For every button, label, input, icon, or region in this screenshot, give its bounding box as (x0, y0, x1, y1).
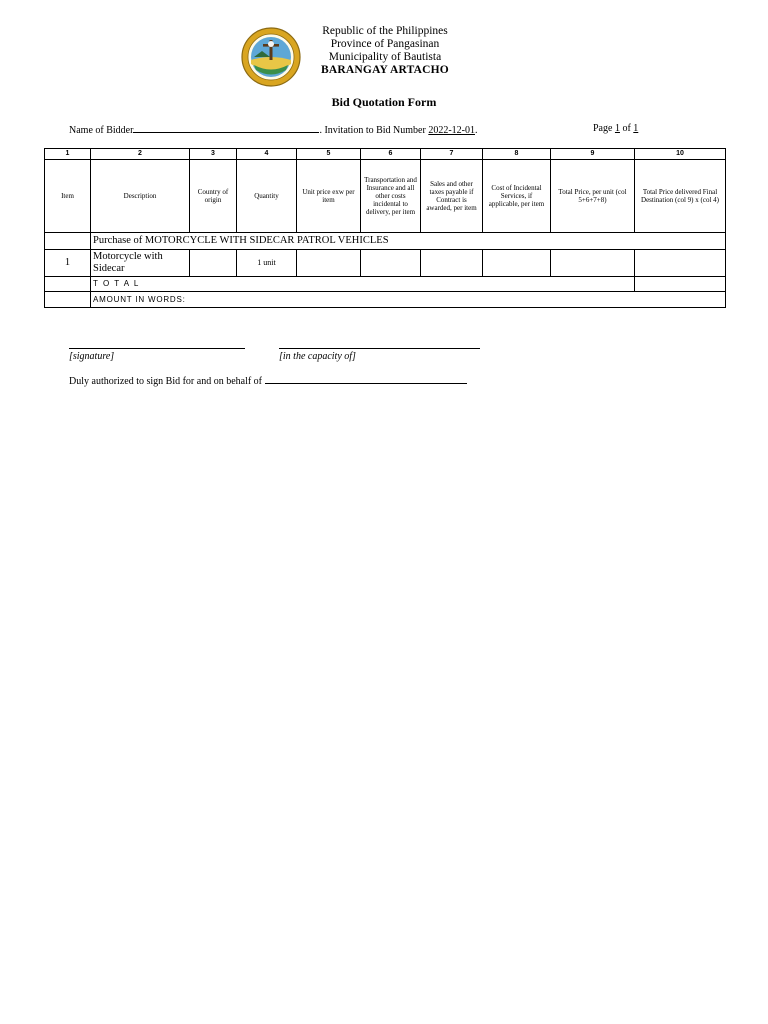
authorized-line (69, 374, 467, 387)
column-header-incidental: Cost of Incidental Services, if applicable, per item (483, 160, 551, 233)
header-province: Province of Pangasinan (330, 38, 440, 50)
column-number: 2 (91, 149, 190, 160)
column-header-description: Description (91, 160, 190, 233)
barangay-seal-icon (240, 27, 302, 87)
bidder-name-label: Name of Bidder (69, 125, 134, 136)
form-title: Bid Quotation Form (331, 95, 437, 109)
column-number: 10 (635, 149, 726, 160)
column-header-unit-price: Unit price exw per item (297, 160, 361, 233)
header-municipality: Municipality of Bautista (328, 51, 442, 63)
item-description: Motorcycle with Sidecar (91, 250, 190, 277)
item-unit-price-cell[interactable] (297, 250, 361, 277)
total-row (45, 277, 726, 292)
bidder-name-blank[interactable] (133, 123, 319, 133)
on-behalf-of-blank[interactable] (265, 374, 467, 384)
purchase-title: Purchase of MOTORCYCLE WITH SIDECAR PATROL VEHICLES (91, 233, 726, 250)
column-number-row (45, 149, 726, 160)
column-header-transportation: Transportation and Insurance and all other costs incidental to delivery, per item (361, 160, 421, 233)
header-republic: Republic of the Philippines (322, 25, 448, 37)
document-header (300, 25, 470, 77)
page-current: 1 (614, 123, 620, 134)
column-header-quantity: Quantity (237, 160, 297, 233)
column-header-row (45, 160, 726, 233)
bid-quotation-table (44, 148, 726, 308)
column-header-total-per-unit: Total Price, per unit (col 5+6+7+8) (551, 160, 635, 233)
column-number: 9 (551, 149, 635, 160)
invitation-number: 2022-12-01 (428, 125, 475, 136)
column-header-country: Country of origin (190, 160, 237, 233)
column-number: 4 (237, 149, 297, 160)
page-indicator (593, 123, 638, 134)
item-total-delivered-cell[interactable] (635, 250, 726, 277)
column-number: 8 (483, 149, 551, 160)
column-number: 6 (361, 149, 421, 160)
capacity-line[interactable] (279, 348, 480, 349)
column-number: 3 (190, 149, 237, 160)
item-total-unit-cell[interactable] (551, 250, 635, 277)
column-header-taxes: Sales and other taxes payable if Contract is awarded, per item (421, 160, 483, 233)
item-taxes-cell[interactable] (421, 250, 483, 277)
item-quantity: 1 unit (237, 250, 297, 277)
bidder-info-line (69, 123, 478, 136)
column-header-total-delivered: Total Price delivered Final Destination (col 9) x (col 4) (635, 160, 726, 233)
amount-in-words-label: AMOUNT IN WORDS: (91, 292, 726, 308)
table-row (45, 250, 726, 277)
header-barangay: BARANGAY ARTACHO (321, 64, 449, 76)
total-value-cell[interactable] (635, 277, 726, 292)
item-country-cell[interactable] (190, 250, 237, 277)
empty-cell (45, 277, 91, 292)
invitation-label: . Invitation to Bid Number (319, 125, 426, 136)
page-total: 1 (633, 123, 639, 134)
purchase-title-row (45, 233, 726, 250)
item-incidental-cell[interactable] (483, 250, 551, 277)
column-number: 1 (45, 149, 91, 160)
authorized-text: Duly authorized to sign Bid for and on behalf of (69, 376, 263, 387)
empty-cell (45, 292, 91, 308)
column-number: 7 (421, 149, 483, 160)
signature-line[interactable] (69, 348, 245, 349)
page-label: Page (593, 123, 613, 134)
item-transport-cell[interactable] (361, 250, 421, 277)
item-number: 1 (45, 250, 91, 277)
signature-label: [signature] (69, 351, 115, 362)
column-header-item: Item (45, 160, 91, 233)
invitation-period: . (475, 125, 478, 136)
empty-cell (45, 233, 91, 250)
capacity-label: [in the capacity of] (279, 351, 356, 362)
total-label: T O T A L (91, 277, 635, 292)
column-number: 5 (297, 149, 361, 160)
amount-in-words-row (45, 292, 726, 308)
page-of: of (622, 123, 631, 134)
